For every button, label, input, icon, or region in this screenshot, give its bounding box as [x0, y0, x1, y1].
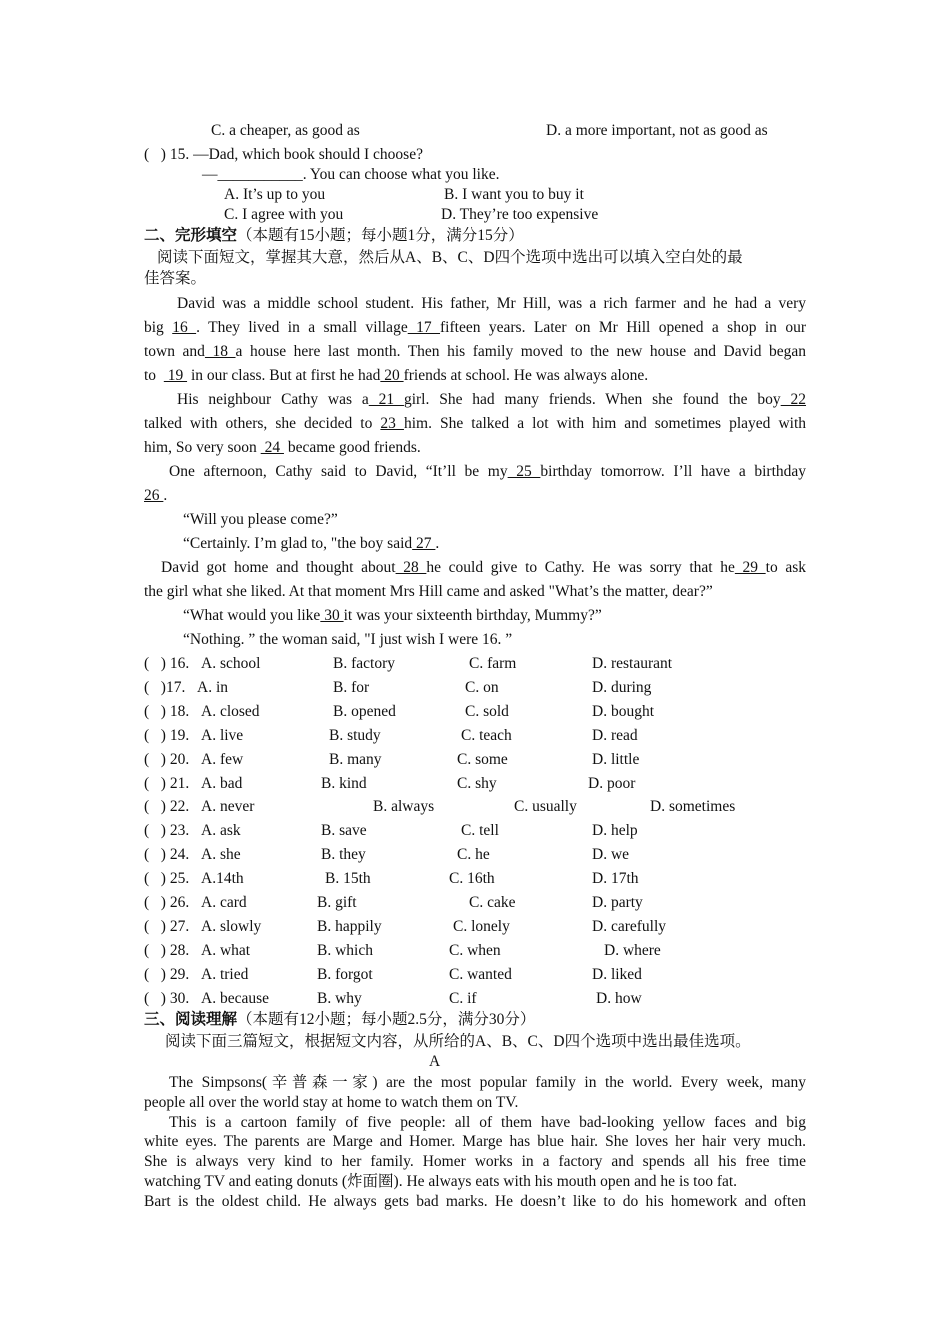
question-number: ( ) 25. — [144, 870, 190, 888]
question-number: ( ) 23. — [144, 822, 190, 840]
question-option-d: D. during — [592, 678, 652, 696]
text: him, So very soon — [144, 439, 261, 456]
question-option-c: C. shy — [457, 774, 497, 792]
passage-line-3 — [144, 342, 806, 362]
question-option-c: C. if — [449, 989, 477, 1007]
text: fifteen years. Later on Mr Hill opened a shop in our — [440, 319, 806, 336]
question-option-b: B. for — [333, 678, 370, 696]
question-option-b: B. why — [317, 989, 362, 1007]
question-option-c: C. when — [449, 941, 501, 959]
passage-line-10: “Will you please come?” — [183, 511, 338, 528]
question-option-a: A. in — [197, 678, 228, 696]
question-number: ( ) 24. — [144, 846, 190, 864]
text: big — [144, 319, 173, 336]
question-option-c: C. some — [457, 750, 508, 768]
question-number: ( )17. — [144, 678, 186, 696]
question-option-d: D. help — [592, 822, 638, 840]
blank-24: 24 — [260, 439, 284, 456]
question-option-c: C. cake — [469, 894, 516, 911]
q15-answer-line — [202, 165, 500, 185]
passage-line-2 — [144, 318, 806, 338]
question-option-b: B. opened — [333, 702, 396, 720]
text: to ask — [765, 559, 807, 576]
question-number: ( ) 16. — [144, 655, 190, 672]
question-option-a: A. school — [201, 655, 261, 672]
q15-option-d: D. They’re too expensive — [441, 206, 599, 223]
passage-line-4 — [144, 366, 648, 386]
blank-17: 17 — [407, 319, 441, 336]
question-option-d: D. how — [596, 989, 642, 1007]
blank-23: 23 — [380, 415, 404, 432]
question-option-a: A. because — [201, 989, 269, 1007]
section2-heading — [144, 226, 524, 246]
question-option-d: D. little — [592, 750, 640, 768]
question-option-d: D. poor — [588, 774, 636, 792]
blank-29: 29 — [734, 559, 766, 576]
question-option-c: C. farm — [469, 655, 517, 672]
question-option-a: A. ask — [201, 822, 241, 840]
question-option-d: D. we — [592, 846, 630, 864]
question-option-c: C. teach — [461, 726, 512, 744]
question-option-c: C. usually — [514, 798, 577, 816]
question-option-a: A. closed — [201, 702, 260, 720]
question-number: ( ) 29. — [144, 965, 190, 983]
question-option-c: C. lonely — [453, 917, 510, 935]
question-option-d: D. 17th — [592, 870, 639, 888]
question-option-b: B. always — [373, 798, 435, 816]
text: birthday tomorrow. I’ll have a birthday — [540, 463, 807, 480]
question-option-d: D. where — [604, 941, 661, 959]
passage-a-label: A — [429, 1053, 441, 1070]
blank-21: 21 — [368, 391, 404, 408]
section2-title: 二、完形填空 — [144, 227, 238, 244]
blank-19: 19 — [163, 367, 188, 384]
passage-line-13: the girl what she liked. At that moment Mrs Hill came and asked "What’s the matter, dear?” — [144, 583, 713, 600]
question-option-b: B. they — [321, 846, 366, 864]
text: in our class. But at first he had — [187, 367, 381, 384]
question-option-d: D. read — [592, 726, 638, 744]
question-option-d: D. restaurant — [592, 655, 673, 672]
section3-instruction: 阅读下面三篇短文，根据短文内容，从所给的A、B、C、D四个选项中选出最佳选项。 — [165, 1033, 751, 1050]
q14-option-d: D. a more important, not as good as — [546, 122, 768, 139]
question-number: ( ) 26. — [144, 894, 190, 911]
q14-option-c: C. a cheaper, as good as — [211, 122, 360, 139]
passage-line-1: David was a middle school student. His father, Mr Hill, was a rich farmer and he had a very — [177, 295, 806, 312]
reading-p2-line-5: Bart is the oldest child. He always gets bad marks. He doesn’t like to do his homework and often — [144, 1193, 806, 1210]
q15-dash: — — [202, 166, 218, 183]
question-option-b: B. save — [321, 822, 367, 840]
blank-28: 28 — [395, 559, 427, 576]
text: girl. She had many friends. When she found the boy — [403, 391, 781, 408]
question-option-a: A. slowly — [201, 917, 262, 935]
q15-option-b: B. I want you to buy it — [444, 186, 584, 203]
question-option-a: A. never — [201, 798, 255, 816]
passage-line-12 — [161, 558, 806, 578]
question-option-a: A. few — [201, 750, 244, 768]
reading-p2-line-4: watching TV and eating donuts (炸面圈). He always eats with his mouth open and he is too fat. — [144, 1173, 738, 1190]
reading-p2-line-1: This is a cartoon family of five people: all of them have bad-looking yellow faces and big — [169, 1114, 806, 1131]
q15-blank: ___________ — [217, 166, 303, 183]
blank-25: 25 — [507, 463, 541, 480]
question-option-b: B. forgot — [317, 965, 373, 983]
question-option-b: B. kind — [321, 774, 367, 792]
text: to — [144, 367, 160, 384]
text: a house here last month. Then his family moved to the new house and David began — [235, 343, 806, 360]
q15-answer-rest: . You can choose what you like. — [302, 166, 500, 183]
question-option-b: B. many — [329, 750, 382, 768]
passage-line-14 — [183, 606, 602, 626]
q15-stem: ( ) 15. —Dad, which book should I choose? — [144, 146, 423, 163]
text: talked with others, she decided to — [144, 415, 381, 432]
question-option-c: C. tell — [461, 822, 499, 840]
passage-line-7 — [144, 438, 421, 458]
question-option-a: A. tried — [201, 965, 249, 983]
question-option-c: C. on — [465, 678, 499, 696]
question-option-c: C. sold — [465, 702, 509, 720]
question-option-d: D. carefully — [592, 917, 667, 935]
question-option-c: C. he — [457, 846, 490, 864]
question-option-b: B. study — [329, 726, 381, 744]
question-option-d: D. sometimes — [650, 798, 736, 816]
blank-22: 22 — [780, 391, 807, 408]
question-number: ( ) 28. — [144, 941, 190, 959]
text: . — [435, 535, 440, 552]
reading-p2-line-2: white eyes. The parents are Marge and Homer. Marge has blue hair. She loves her hair very much. — [144, 1133, 806, 1150]
passage-line-15: “Nothing. ” the woman said, "I just wish I were 16. ” — [183, 631, 513, 648]
question-option-c: C. 16th — [449, 870, 495, 888]
question-option-a: A. live — [201, 726, 244, 744]
question-option-a: A.14th — [201, 870, 244, 888]
question-option-b: B. which — [317, 941, 373, 959]
section3-heading — [144, 1010, 535, 1030]
question-option-a: A. card — [201, 894, 247, 911]
text: “What would you like — [183, 607, 321, 624]
text: “Certainly. I’m glad to, "the boy said — [183, 535, 413, 552]
question-option-d: D. liked — [592, 965, 642, 983]
text: it was your sixteenth birthday, Mummy?” — [343, 607, 602, 624]
q15-option-c: C. I agree with you — [224, 206, 344, 223]
question-number: ( ) 22. — [144, 798, 190, 816]
passage-line-9 — [144, 486, 167, 506]
text: His neighbour Cathy was a — [177, 391, 369, 408]
question-number: ( ) 20. — [144, 750, 190, 768]
section2-note: （本题有15小题；每小题1分，满分15分） — [237, 227, 524, 244]
question-option-c: C. wanted — [449, 965, 512, 983]
q15-option-a: A. It’s up to you — [224, 186, 326, 203]
passage-line-11 — [183, 534, 439, 554]
reading-p1-line-2: people all over the world stay at home to watch them on TV. — [144, 1094, 519, 1111]
text: . They lived in a small village — [196, 319, 408, 336]
text: . — [163, 487, 168, 504]
question-option-b: B. happily — [317, 917, 382, 935]
text: he could give to Cathy. He was sorry that he — [426, 559, 735, 576]
question-number: ( ) 27. — [144, 917, 190, 935]
question-option-d: D. party — [592, 894, 643, 911]
question-option-b: B. factory — [333, 655, 395, 672]
passage-line-6 — [144, 414, 806, 434]
text: One afternoon, Cathy said to David, “It’ll be my — [169, 463, 508, 480]
text: became good friends. — [283, 439, 421, 456]
blank-26: 26 — [144, 487, 164, 504]
section3-title: 三、阅读理解 — [144, 1011, 238, 1028]
text: him. She talked a lot with him and sometimes played with — [403, 415, 807, 432]
question-option-a: A. what — [201, 941, 251, 959]
question-option-b: B. gift — [317, 894, 357, 911]
reading-p1-line-1: The Simpsons(辛普森一家) are the most popular family in the world. Every week, many — [169, 1074, 806, 1091]
blank-20: 20 — [380, 367, 404, 384]
question-option-d: D. bought — [592, 702, 654, 720]
blank-30: 30 — [320, 607, 344, 624]
passage-line-5 — [177, 390, 806, 410]
passage-line-8 — [169, 462, 806, 482]
question-option-a: A. she — [201, 846, 241, 864]
question-option-a: A. bad — [201, 774, 243, 792]
blank-18: 18 — [204, 343, 236, 360]
text: town and — [144, 343, 205, 360]
text: David got home and thought about — [161, 559, 396, 576]
question-number: ( ) 21. — [144, 774, 190, 792]
section2-instruction-1: 阅读下面短文，掌握其大意，然后从A、B、C、D四个选项中选出可以填入空白处的最 — [157, 249, 743, 266]
question-option-b: B. 15th — [325, 870, 371, 888]
section3-note: （本题有12小题；每小题2.5分，满分30分） — [237, 1011, 536, 1028]
question-number: ( ) 18. — [144, 702, 190, 720]
section2-instruction-2: 佳答案。 — [144, 270, 207, 287]
text: friends at school. He was always alone. — [403, 367, 649, 384]
blank-27: 27 — [412, 535, 436, 552]
reading-p2-line-3: She is always very kind to her family. Homer works in a factory and spends all his free time — [144, 1153, 806, 1170]
question-number: ( ) 30. — [144, 989, 190, 1007]
question-number: ( ) 19. — [144, 726, 190, 744]
blank-16: 16 — [172, 319, 197, 336]
